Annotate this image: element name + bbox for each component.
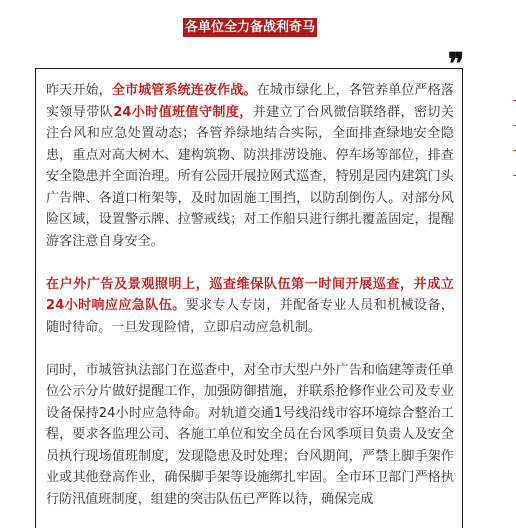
article-body bbox=[46, 80, 454, 532]
body-text: 并建立了台风微信联络群，密切关注台风和应急处置动态；各管养绿地结合实际，全面排查绿地安全隐患，重点对高大树木、建构筑物、防洪排涝设施、停车场等部位，排查安全隐患并全面治理。所有公园开展拉网式巡查，特别是园内建筑门头广告牌、各道口桁架等，及时加固施工围挡，以防刮倒伤人。对部分风险区域，设置警示牌、拉警戒线；对工作船只进行绑扎覆盖固定，提醒游客注意自身安全。 bbox=[46, 104, 454, 249]
highlighted-text: 24小时值班值守制度， bbox=[113, 104, 253, 120]
body-text: 要求专人专岗，并配备专业人员和机械设备，随时待命。一旦发现险情，立即启动应急机制。 bbox=[46, 298, 454, 335]
body-text: 昨天开始， bbox=[46, 83, 112, 98]
highlighted-text: 在户外广告及景观照明上，巡查维保队伍第一时间开展巡查，并成立24小时响应应急队伍。 bbox=[46, 276, 454, 313]
closing-quote-icon: ❞ bbox=[448, 47, 465, 82]
body-text: 在城市绿化上，各管养单位严格落实领导带队 bbox=[46, 83, 454, 120]
edge-decoration bbox=[512, 80, 516, 200]
article-paragraph bbox=[46, 360, 454, 511]
body-text: 同时，市城管执法部门在巡查中，对全市大型户外广告和临建等责任单位公示分片做好提醒工作，加强防御措施，并联系抢修作业公司及专业设备保持24小时应急待命。对轨道交通1号线沿线市容环境综合整治工程，要求各监理公司、各施工单位和安全员在台风季项目负责人及安全员执行现场值班制度，发现隐患及时处理；台风期间，严禁上脚手架作业或其他登高作业，确保脚手架等设施绑扎牢固。全市环卫部门严格执行防汛值班制度，组建的突击队伍已严阵以待，确保完成 bbox=[46, 362, 454, 507]
highlighted-text: 全市城管系统连夜作战。 bbox=[111, 83, 257, 98]
article-section-title: 各单位全力备战利奇马 bbox=[184, 20, 315, 35]
article-paragraph bbox=[46, 80, 454, 252]
article-paragraph bbox=[46, 274, 454, 339]
